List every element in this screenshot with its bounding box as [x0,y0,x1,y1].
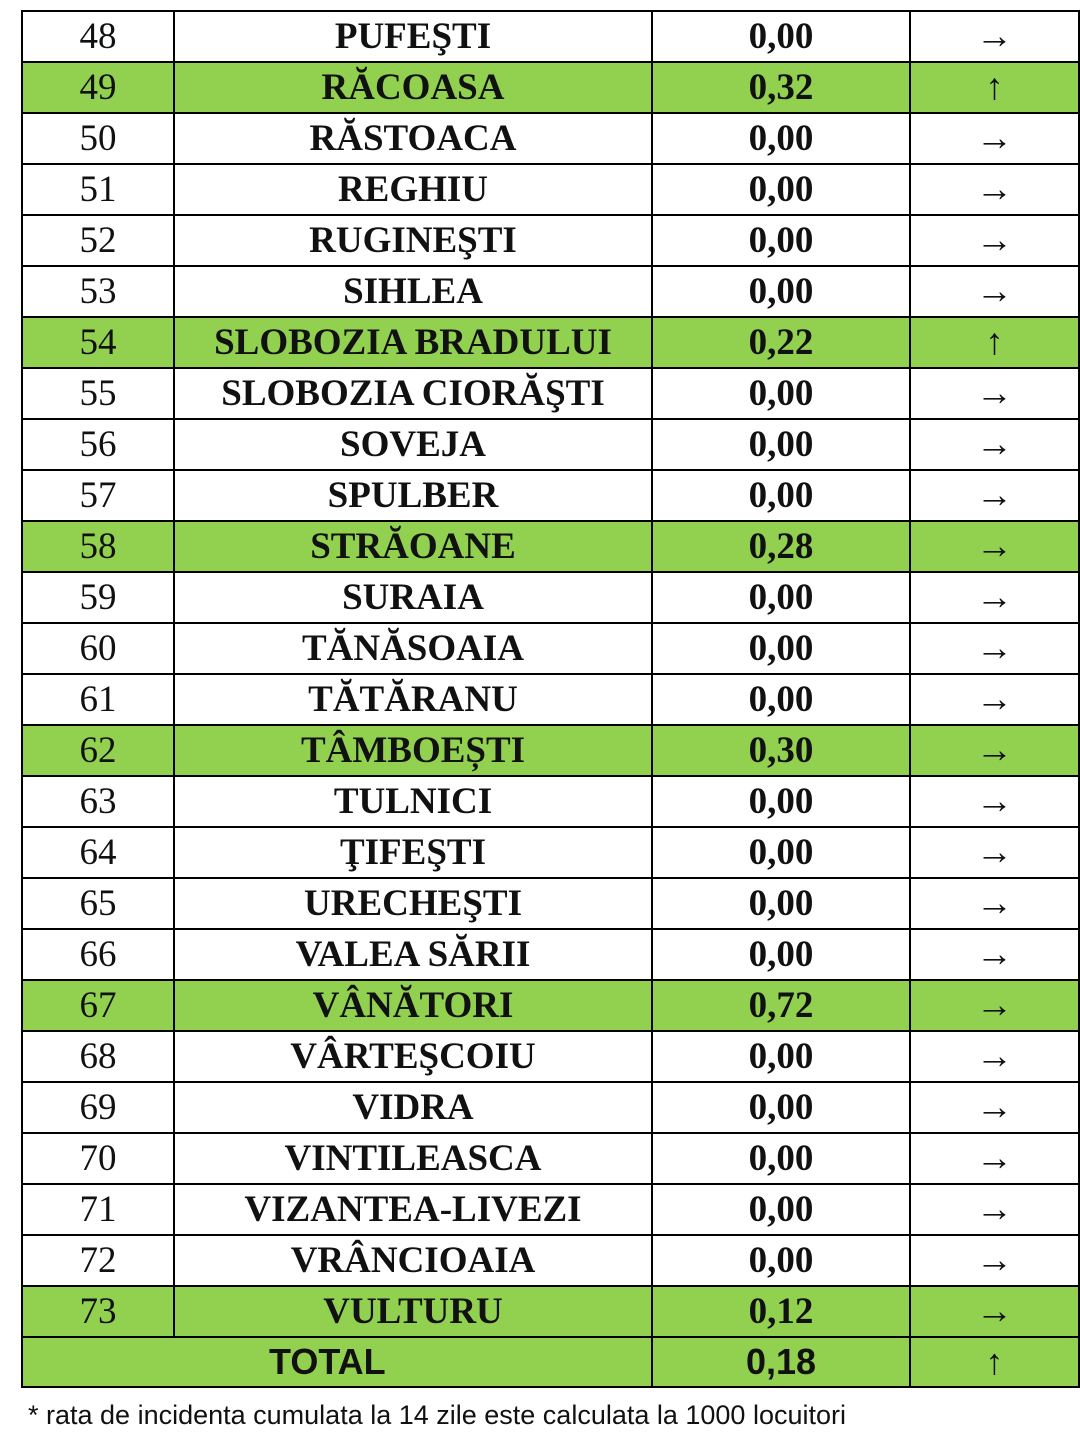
incidence-rate: 0,00 [652,827,910,878]
incidence-rate: 0,00 [652,215,910,266]
total-rate: 0,18 [652,1337,910,1387]
trend-arrow-icon: ↑ [910,317,1079,368]
row-number: 55 [22,368,174,419]
row-number: 59 [22,572,174,623]
trend-arrow-icon: → [910,929,1079,980]
row-number: 68 [22,1031,174,1082]
trend-arrow-icon: → [910,11,1079,62]
total-label: TOTAL [22,1337,652,1387]
row-number: 66 [22,929,174,980]
trend-arrow-icon: → [910,1133,1079,1184]
locality-name: TULNICI [174,776,652,827]
locality-name: VINTILEASCA [174,1133,652,1184]
locality-name: TĂTĂRANU [174,674,652,725]
trend-arrow-icon: → [910,1286,1079,1337]
trend-arrow-icon: → [910,470,1079,521]
table-row [22,419,1079,470]
row-number: 62 [22,725,174,776]
table-row [22,878,1079,929]
locality-name: VIZANTEA-LIVEZI [174,1184,652,1235]
table-row [22,521,1079,572]
trend-arrow-icon: → [910,674,1079,725]
locality-name: SURAIA [174,572,652,623]
table-row [22,980,1079,1031]
row-number: 54 [22,317,174,368]
locality-name: ŢIFEŞTI [174,827,652,878]
table-row [22,113,1079,164]
row-number: 71 [22,1184,174,1235]
incidence-rate: 0,00 [652,929,910,980]
row-number: 73 [22,1286,174,1337]
table-row [22,215,1079,266]
trend-arrow-icon: → [910,164,1079,215]
incidence-rate: 0,00 [652,1235,910,1286]
incidence-rate: 0,00 [652,164,910,215]
locality-name: SIHLEA [174,266,652,317]
total-row [22,1337,1079,1387]
incidence-rate: 0,00 [652,1031,910,1082]
row-number: 48 [22,11,174,62]
table-row [22,929,1079,980]
row-number: 64 [22,827,174,878]
locality-name: VIDRA [174,1082,652,1133]
table-row [22,827,1079,878]
trend-arrow-icon: → [910,215,1079,266]
table-row [22,776,1079,827]
incidence-rate: 0,32 [652,62,910,113]
row-number: 60 [22,623,174,674]
incidence-rate: 0,72 [652,980,910,1031]
locality-name: STRĂOANE [174,521,652,572]
row-number: 61 [22,674,174,725]
table-row [22,1031,1079,1082]
row-number: 49 [22,62,174,113]
table-row [22,11,1079,62]
incidence-rate: 0,00 [652,113,910,164]
row-number: 69 [22,1082,174,1133]
incidence-rate: 0,00 [652,368,910,419]
table-row [22,1133,1079,1184]
incidence-rate: 0,00 [652,266,910,317]
trend-arrow-icon: → [910,113,1079,164]
table-row [22,572,1079,623]
trend-arrow-icon: → [910,521,1079,572]
trend-arrow-icon: → [910,1031,1079,1082]
table-row [22,266,1079,317]
incidence-rate: 0,00 [652,419,910,470]
locality-name: RĂCOASA [174,62,652,113]
row-number: 70 [22,1133,174,1184]
trend-arrow-icon: → [910,572,1079,623]
incidence-table [21,10,1080,1388]
row-number: 58 [22,521,174,572]
table-row [22,62,1079,113]
trend-arrow-icon: → [910,623,1079,674]
locality-name: REGHIU [174,164,652,215]
incidence-rate: 0,00 [652,470,910,521]
incidence-rate: 0,00 [652,623,910,674]
row-number: 67 [22,980,174,1031]
locality-name: SLOBOZIA CIORĂŞTI [174,368,652,419]
trend-arrow-icon: → [910,776,1079,827]
table-row [22,317,1079,368]
table-body [22,11,1079,1337]
table-row [22,368,1079,419]
locality-name: TĂNĂSOAIA [174,623,652,674]
trend-arrow-icon: ↑ [910,62,1079,113]
trend-arrow-icon: → [910,980,1079,1031]
row-number: 56 [22,419,174,470]
locality-name: VRÂNCIOAIA [174,1235,652,1286]
trend-arrow-icon: → [910,1082,1079,1133]
incidence-rate: 0,30 [652,725,910,776]
trend-arrow-icon: → [910,368,1079,419]
row-number: 51 [22,164,174,215]
incidence-rate: 0,00 [652,572,910,623]
table-row [22,623,1079,674]
trend-arrow-icon: → [910,1235,1079,1286]
table-row [22,1082,1079,1133]
row-number: 52 [22,215,174,266]
total-trend-arrow-icon: ↑ [910,1337,1079,1387]
locality-name: URECHEŞTI [174,878,652,929]
incidence-rate: 0,00 [652,878,910,929]
locality-name: PUFEŞTI [174,11,652,62]
incidence-rate: 0,00 [652,1184,910,1235]
table-row [22,1184,1079,1235]
trend-arrow-icon: → [910,1184,1079,1235]
table-row [22,674,1079,725]
row-number: 50 [22,113,174,164]
trend-arrow-icon: → [910,878,1079,929]
locality-name: SOVEJA [174,419,652,470]
trend-arrow-icon: → [910,827,1079,878]
table-row [22,164,1079,215]
locality-name: TÂMBOEȘTI [174,725,652,776]
row-number: 65 [22,878,174,929]
locality-name: SPULBER [174,470,652,521]
incidence-rate: 0,22 [652,317,910,368]
incidence-table-container [21,10,1078,1388]
trend-arrow-icon: → [910,725,1079,776]
row-number: 72 [22,1235,174,1286]
locality-name: RĂSTOACA [174,113,652,164]
locality-name: VULTURU [174,1286,652,1337]
incidence-rate: 0,12 [652,1286,910,1337]
row-number: 53 [22,266,174,317]
table-row [22,470,1079,521]
table-row [22,1286,1079,1337]
locality-name: VÂRTEŞCOIU [174,1031,652,1082]
trend-arrow-icon: → [910,266,1079,317]
locality-name: SLOBOZIA BRADULUI [174,317,652,368]
trend-arrow-icon: → [910,419,1079,470]
locality-name: VALEA SĂRII [174,929,652,980]
incidence-rate: 0,28 [652,521,910,572]
table-row [22,725,1079,776]
table-row [22,1235,1079,1286]
locality-name: RUGINEŞTI [174,215,652,266]
incidence-rate: 0,00 [652,674,910,725]
incidence-rate: 0,00 [652,1133,910,1184]
footnote: * rata de incidenta cumulata la 14 zile este calculata la 1000 locuitori [28,1400,846,1430]
incidence-rate: 0,00 [652,1082,910,1133]
row-number: 63 [22,776,174,827]
row-number: 57 [22,470,174,521]
incidence-rate: 0,00 [652,776,910,827]
incidence-rate: 0,00 [652,11,910,62]
locality-name: VÂNĂTORI [174,980,652,1031]
